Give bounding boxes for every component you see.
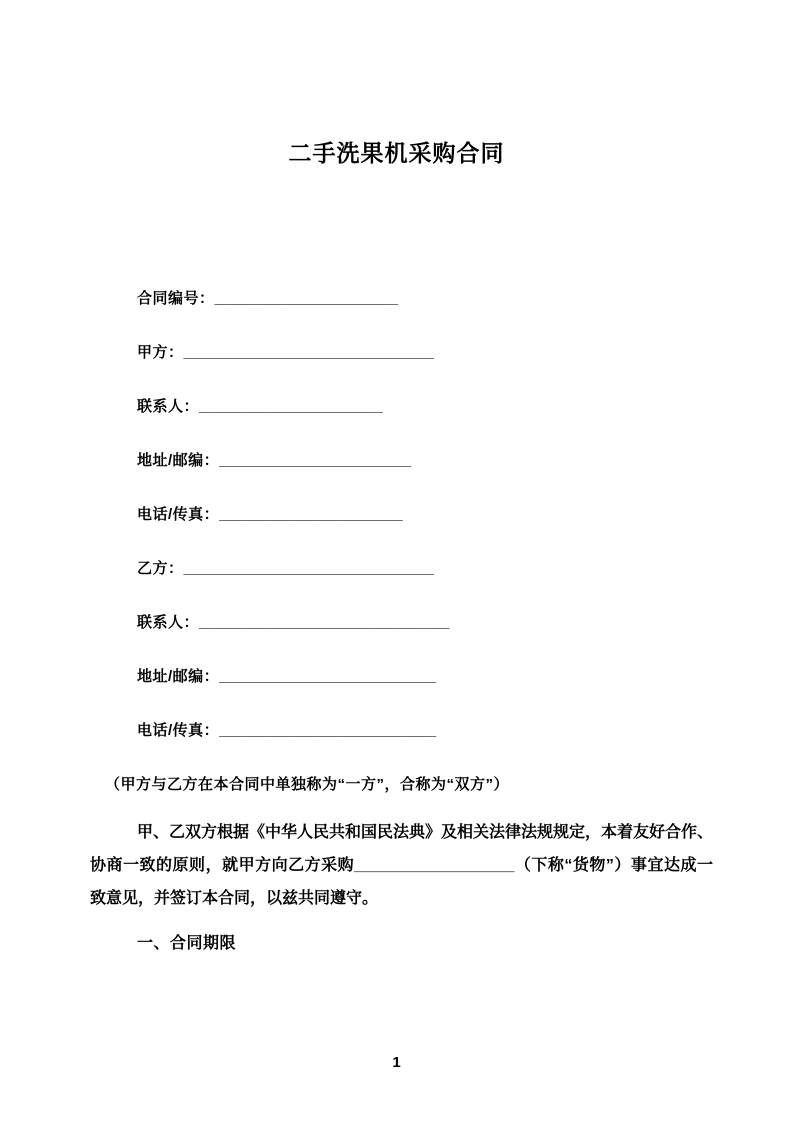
field-row-party-b-address [137, 666, 793, 688]
party-b-contact-blank-line: ______________________________ [199, 614, 450, 631]
field-row-party-a-address [137, 450, 793, 472]
preamble-text-before-blank: 甲、乙双方根据《中华人民共和国民法典》及相关法律法规规定，本着友好合作、协商一致的原则，就甲方向乙方采购 [90, 824, 714, 874]
document-title: 二手洗果机采购合同 [288, 140, 505, 166]
party-b-address-label: 地址/邮编： [137, 668, 220, 685]
party-a-address-label: 地址/邮编： [137, 452, 220, 469]
party-b-blank-line: ______________________________ [183, 560, 434, 577]
goods-blank-line: __________________ [354, 857, 515, 874]
field-row-party-a-contact [137, 396, 793, 418]
party-b-label: 乙方： [137, 560, 184, 577]
field-row-party-a-phone [137, 504, 793, 526]
party-a-phone-label: 电话/传真： [137, 506, 220, 523]
party-a-phone-blank-line: ______________________ [219, 506, 403, 523]
parties-note: （甲方与乙方在本合同中单独称为“一方”，合称为“双方”） [105, 776, 510, 793]
contract-fields [0, 288, 793, 796]
party-b-contact-label: 联系人： [137, 614, 200, 631]
party-a-address-blank-line: _______________________ [219, 452, 412, 469]
contract-number-label: 合同编号： [137, 290, 215, 307]
party-b-address-blank-line: __________________________ [219, 668, 437, 685]
page-number: 1 [392, 1054, 401, 1071]
contract-number-blank-line: ______________________ [214, 290, 399, 307]
party-a-contact-label: 联系人： [137, 398, 200, 415]
party-a-blank-line: ______________________________ [183, 344, 434, 361]
field-row-party-a [137, 342, 793, 364]
party-a-contact-blank-line: ______________________ [199, 398, 383, 415]
field-row-party-b-contact [137, 612, 793, 634]
party-b-phone-blank-line: __________________________ [219, 722, 437, 739]
section-heading-contract-term: 一、合同期限 [137, 935, 237, 952]
party-b-phone-label: 电话/传真： [137, 722, 220, 739]
preamble-text-after-blank: （下称“货物”）事宜达成一致意见，并签订本合同，以兹共同遵守。 [90, 857, 713, 907]
field-row-contract-number [137, 288, 793, 310]
field-row-party-b [137, 558, 793, 580]
field-row-party-b-phone [137, 720, 793, 742]
party-a-label: 甲方： [137, 344, 184, 361]
preamble-paragraph [90, 816, 713, 915]
